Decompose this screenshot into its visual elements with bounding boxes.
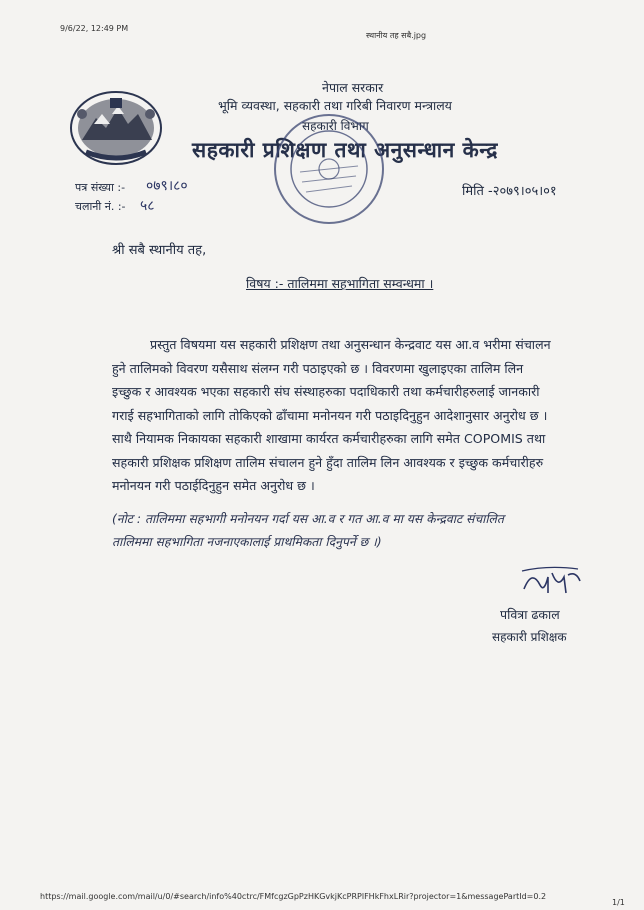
letter-number-value: ०७९।८०	[146, 178, 188, 194]
letter-body	[112, 333, 582, 498]
letter-date: मिति -२०७९।०५।०१	[462, 184, 557, 199]
ministry-name: भूमि व्यवस्था, सहकारी तथा गरिबी निवारण मन्त्रालय	[218, 98, 452, 113]
dispatch-number-value: ५८	[140, 198, 155, 214]
body-line: सहकारी प्रशिक्षक प्रशिक्षण तालिम संचालन हुने हुँदा तालिम लिन आवश्यक र इच्छुक कर्मचारीहरु	[112, 454, 544, 470]
print-page-number: 1/1	[612, 898, 625, 907]
signatory-title: सहकारी प्रशिक्षक	[492, 630, 567, 644]
government-name: नेपाल सरकार	[322, 80, 384, 95]
body-line: इच्छुक र आवश्यक भएका सहकारी संघ संस्थाहरुका पदाधिकारी तथा कर्मचारीहरुलाई जानकारी	[112, 384, 540, 399]
body-line: हुने तालिमको विवरण यसैसाथ संलग्न गरी पठाइएको छ । विवरणमा खुलाइएका तालिम लिन	[112, 360, 524, 376]
body-line: साथै नियामक निकायका सहकारी शाखामा कार्यरत कर्मचारीहरुका लागि समेत COPOMIS तथा	[112, 431, 546, 446]
body-line: मनोनयन गरी पठाईदिनुहुन समेत अनुरोध छ ।	[112, 478, 315, 493]
print-datetime: 9/6/22, 12:49 PM	[60, 24, 129, 33]
body-line: गराई सहभागिताको लागि तोकिएको ढाँचामा मनोनयन गरी पठाइदिनुहुन आदेशानुसार अनुरोध छ ।	[112, 407, 548, 423]
dispatch-number-label: चलानी नं. :-	[75, 200, 126, 213]
print-filename: स्थानीय तह सबै.jpg	[366, 31, 427, 40]
addressee: श्री सबै स्थानीय तह,	[112, 243, 207, 258]
letter-number-label: पत्र संख्या :-	[75, 181, 126, 194]
handwritten-signature-icon	[518, 563, 584, 599]
note-line: (नोट : तालिममा सहभागी मनोनयन गर्दा यस आ.व र गत आ.व मा यस केन्द्रवाट संचालित	[112, 512, 504, 526]
note-block	[112, 508, 582, 554]
note-line: तालिममा सहभागिता नजनाएकालाई प्राथमिकता दिनुपर्ने छ ।)	[112, 535, 382, 549]
nepal-government-emblem-icon	[66, 84, 166, 168]
department-name: सहकारी विभाग	[302, 119, 369, 133]
body-line: प्रस्तुत विषयमा यस सहकारी प्रशिक्षण तथा अनुसन्धान केन्द्रवाट यस आ.व भरीमा संचालन	[150, 337, 551, 352]
official-stamp-icon	[270, 110, 388, 228]
print-url: https://mail.google.com/mail/u/0/#search/info%40ctrc/FMfcgzGpPzHKGvkjKcPRPlFHkFhxLRir?projector=1&messagePartId=0.2	[40, 892, 547, 901]
signatory-name: पवित्रा ढकाल	[500, 607, 560, 622]
center-name: सहकारी प्रशिक्षण तथा अनुसन्धान केन्द्र	[192, 138, 498, 162]
subject-line: विषय :- तालिममा सहभागिता सम्वन्धमा ।	[246, 276, 434, 291]
